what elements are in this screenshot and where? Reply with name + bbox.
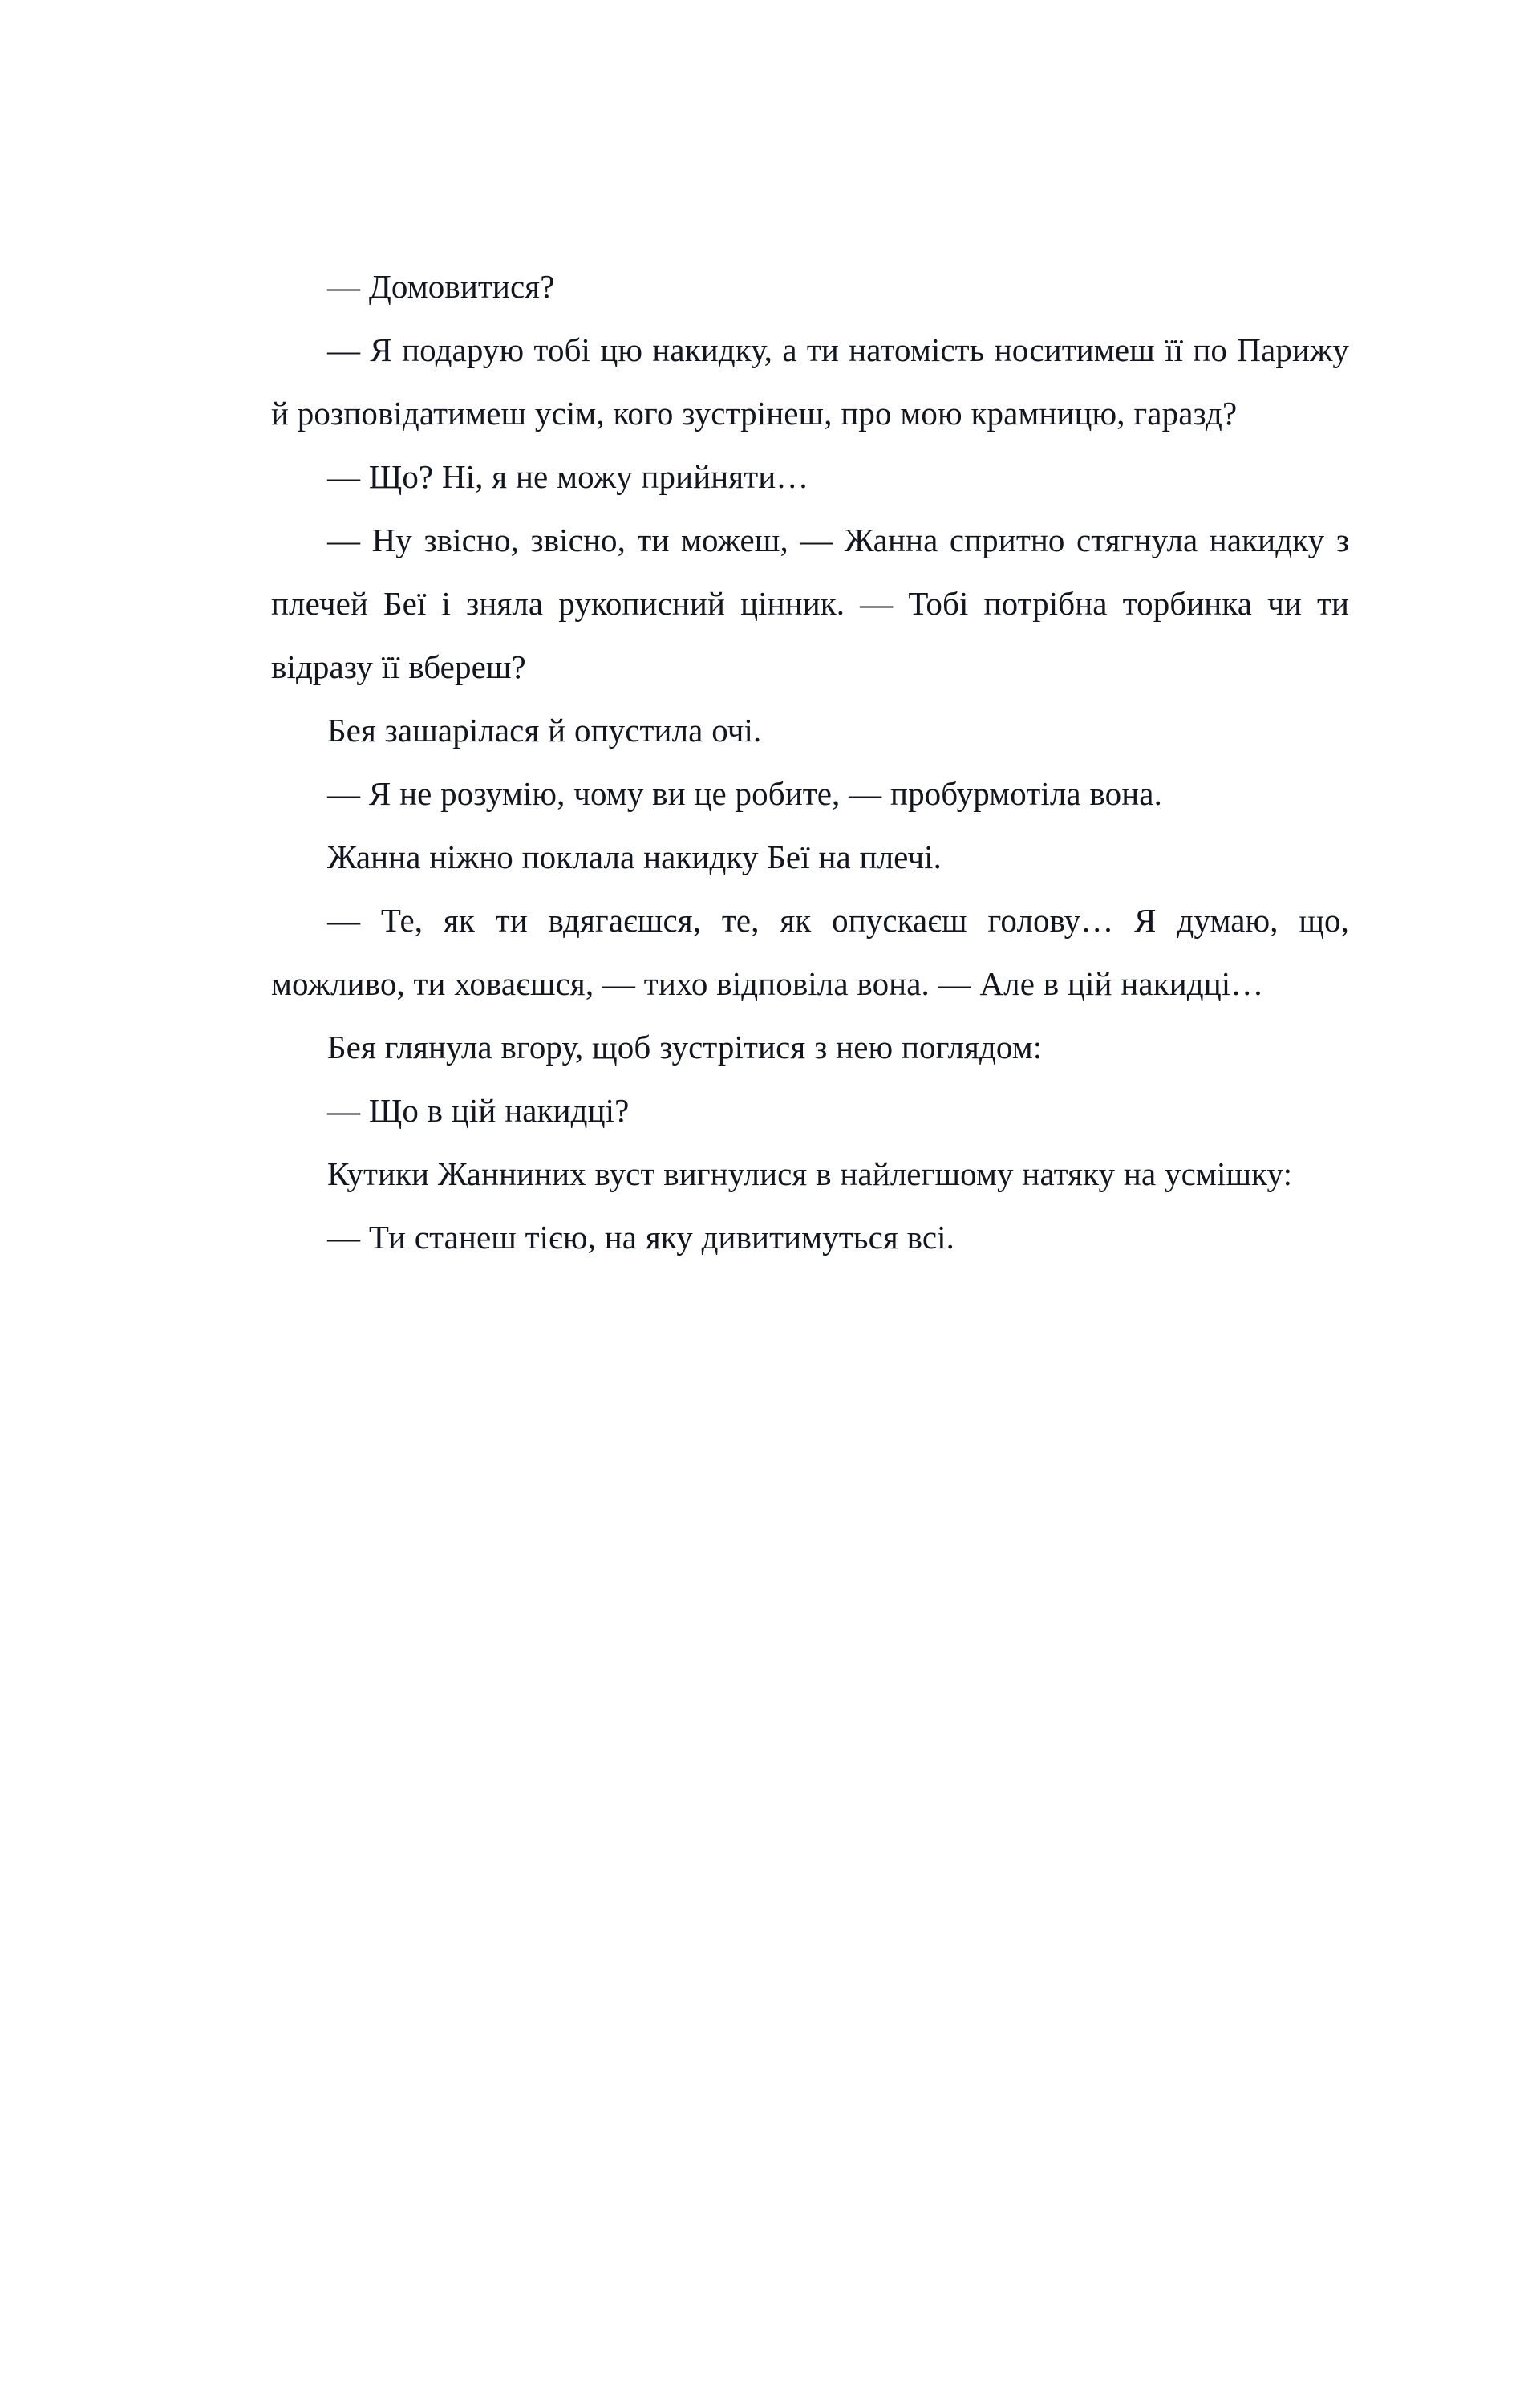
paragraph: Бея зашарілася й опустила очі. — [327, 712, 762, 749]
paragraph: — Ти станеш тією, на яку дивитимуться всі. — [327, 1219, 954, 1256]
paragraph: — Я не розумію, чому ви це робите, — пробурмотіла вона. — [327, 775, 1162, 812]
paragraph: Бея глянула вгору, щоб зустрітися з нею поглядом: — [327, 1029, 1043, 1066]
paragraph: — Що в цій накидці? — [327, 1092, 630, 1129]
paragraph: Кутики Жанниних вуст вигнулися в найлегшому натяку на усмішку: — [327, 1155, 1293, 1192]
paragraph: — Те, як ти вдягаєшся, те, як опускаєш голову… Я думаю, що, можливо, ти ховаєшся, — тихо відповіла вона. — Але в цій накидці… — [271, 902, 1349, 1002]
page-text-block — [271, 255, 1349, 1269]
paragraph: — Ну звісно, звісно, ти можеш, — Жанна спритно стягнула накидку з плечей Беї і зняла рукописний цінник. — Тобі потрібна торбинка чи ти відразу її вбереш? — [271, 522, 1349, 685]
paragraph: — Я подарую тобі цю накидку, а ти натомість носитимеш її по Парижу й розповідатимеш усім, кого зустрінеш, про мою крамницю, гаразд? — [271, 331, 1349, 432]
paragraph: — Домовитися? — [327, 268, 555, 305]
paragraph: Жанна ніжно поклала накидку Беї на плечі. — [327, 838, 942, 875]
paragraph: — Що? Ні, я не можу прийняти… — [327, 458, 809, 495]
